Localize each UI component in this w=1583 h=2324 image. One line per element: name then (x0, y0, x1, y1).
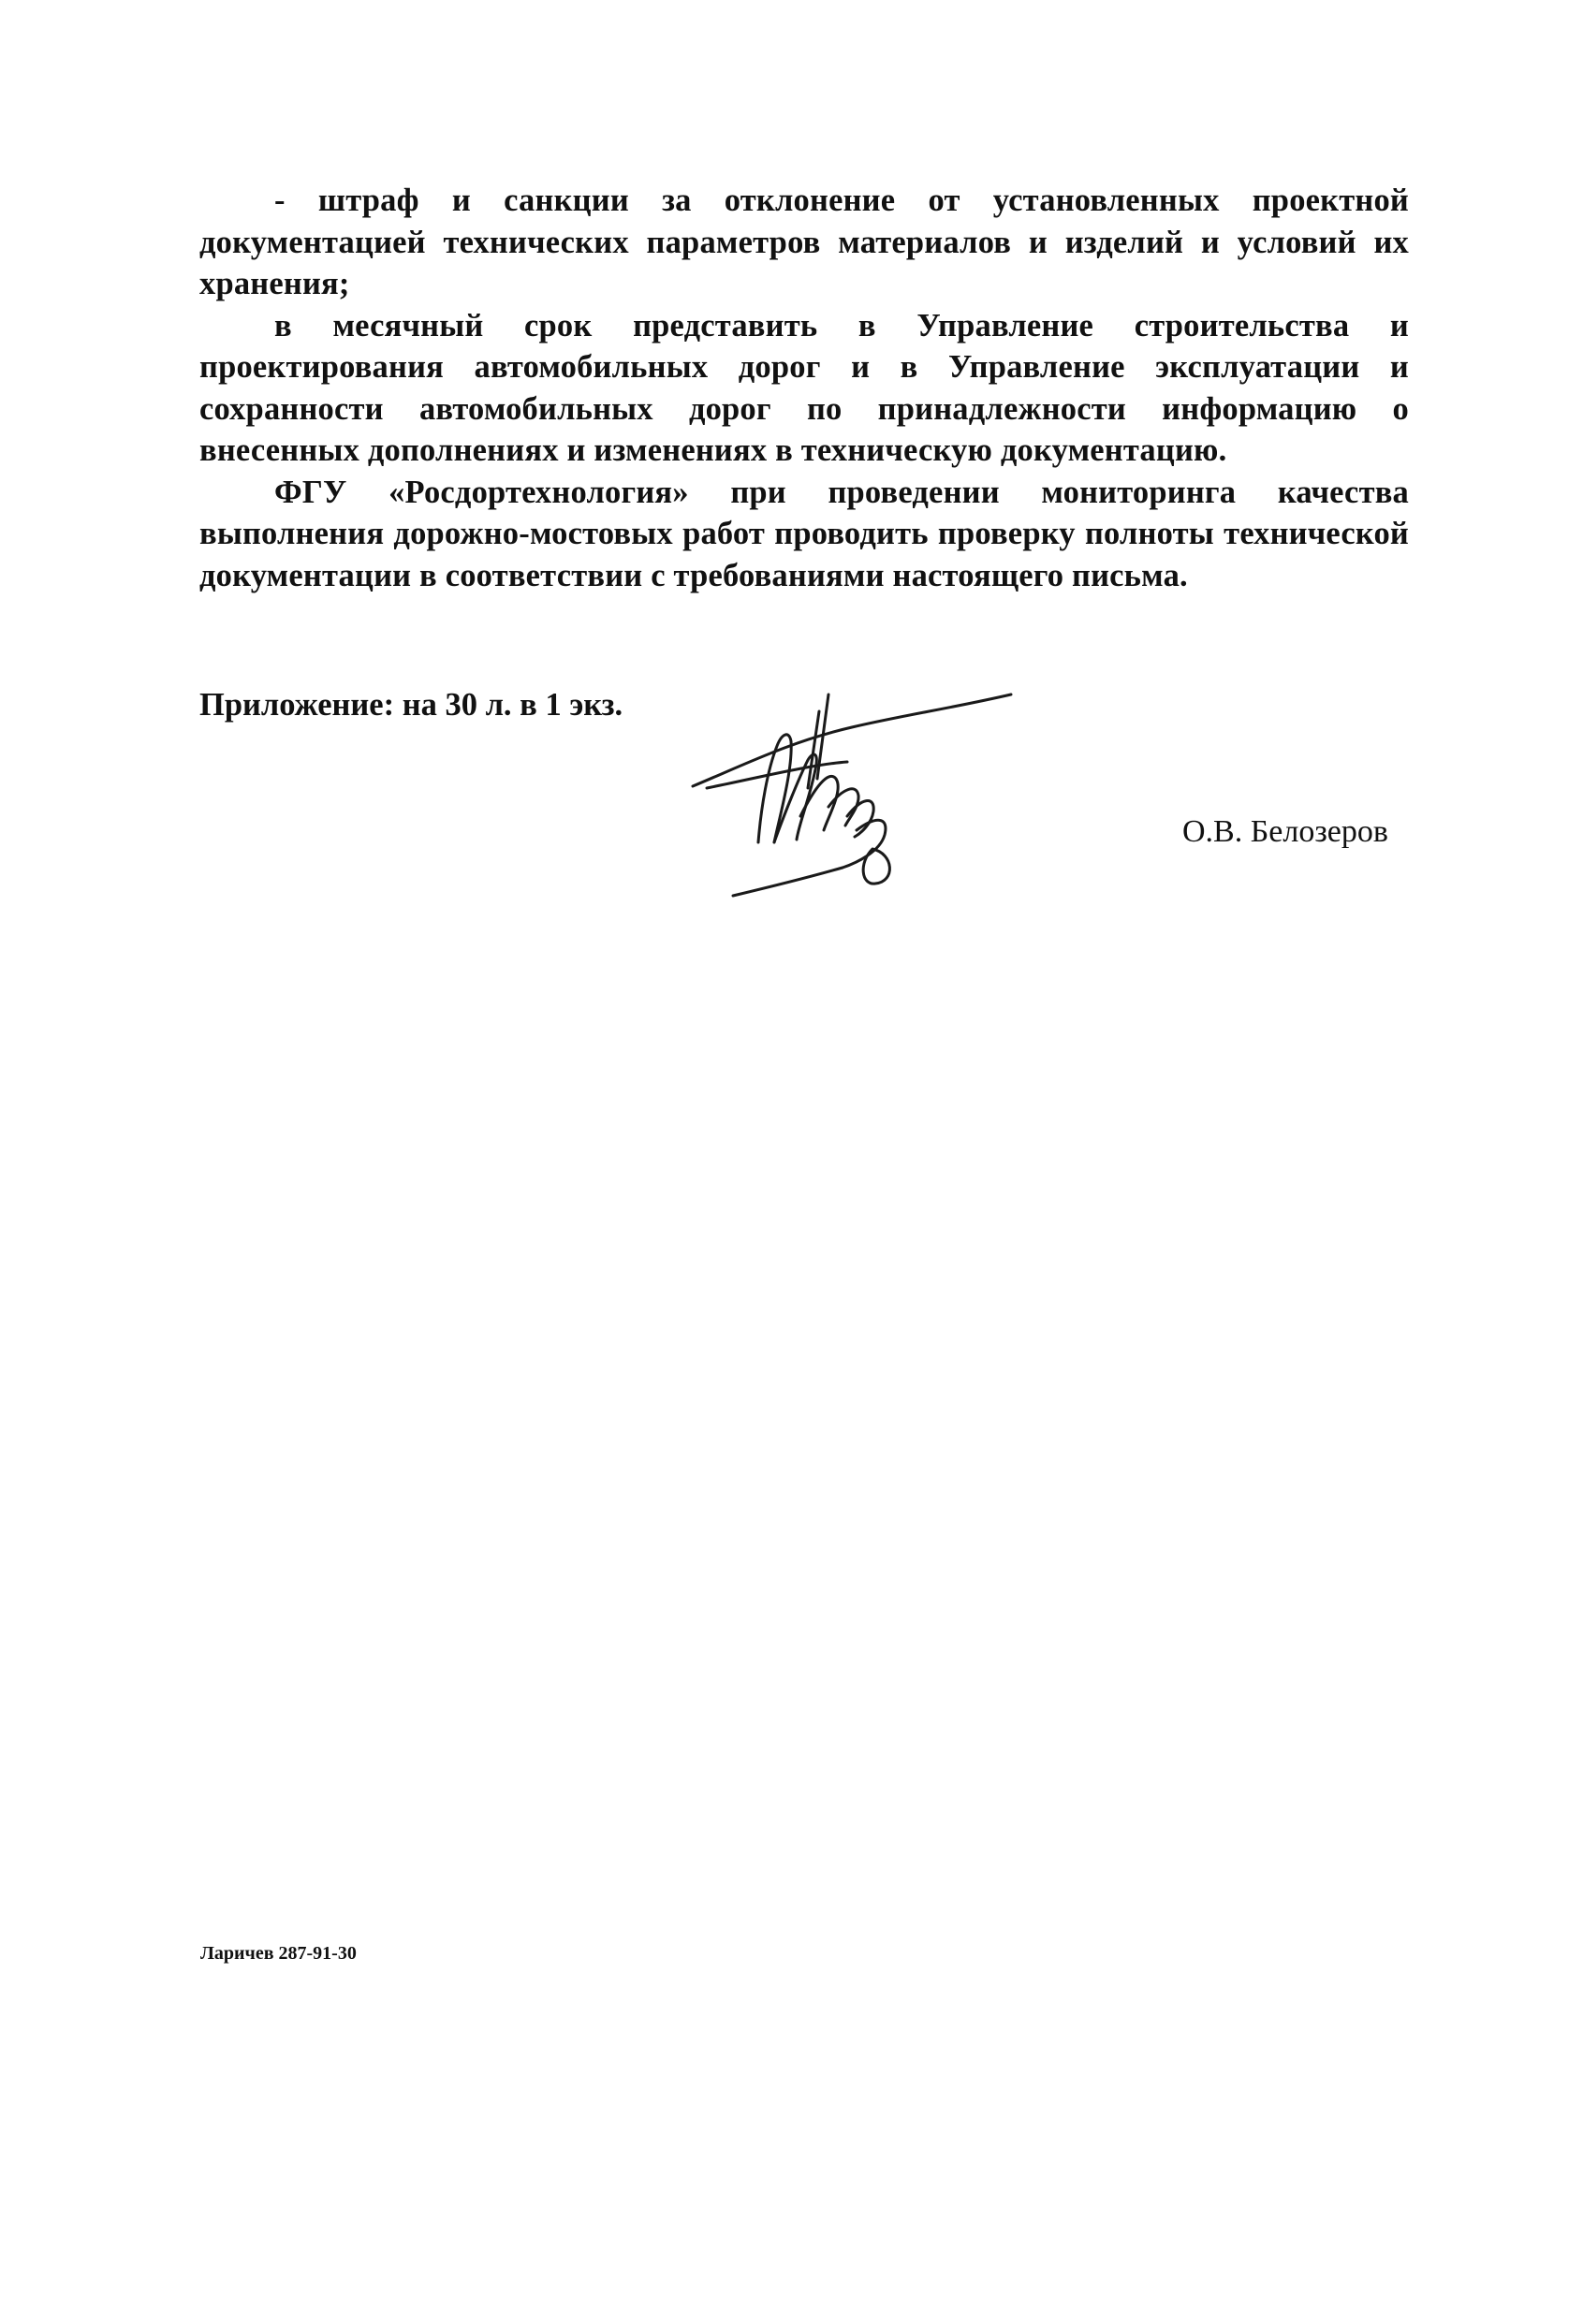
paragraph-monthly-report: в месячный срок представить в Управление строительства и проектирования автомобильных дорог и в Управление эксплуатации и сохранности автомобильных дорог по принадлежности информацию о внесенных дополнениях и изменениях в техническую документацию. (199, 307, 1409, 468)
handwritten-signature (688, 676, 1025, 900)
paragraph-monitoring: ФГУ «Росдортехнология» при проведении мониторинга качества выполнения дорожно-мостовых работ проводить проверку полноты технической документации в соответствии с требованиями настоящего письма. (199, 474, 1409, 593)
executor-note: Ларичев 287-91-30 (200, 1943, 357, 1964)
letter-body (199, 180, 1409, 596)
paragraph-penalties: - штраф и санкции за отклонение от установленных проектной документацией технических параметров материалов и изделий и условий их хранения; (199, 183, 1409, 301)
signer-name: О.В. Белозеров (1182, 814, 1388, 849)
appendix-line: Приложение: на 30 л. в 1 экз. (199, 687, 623, 723)
